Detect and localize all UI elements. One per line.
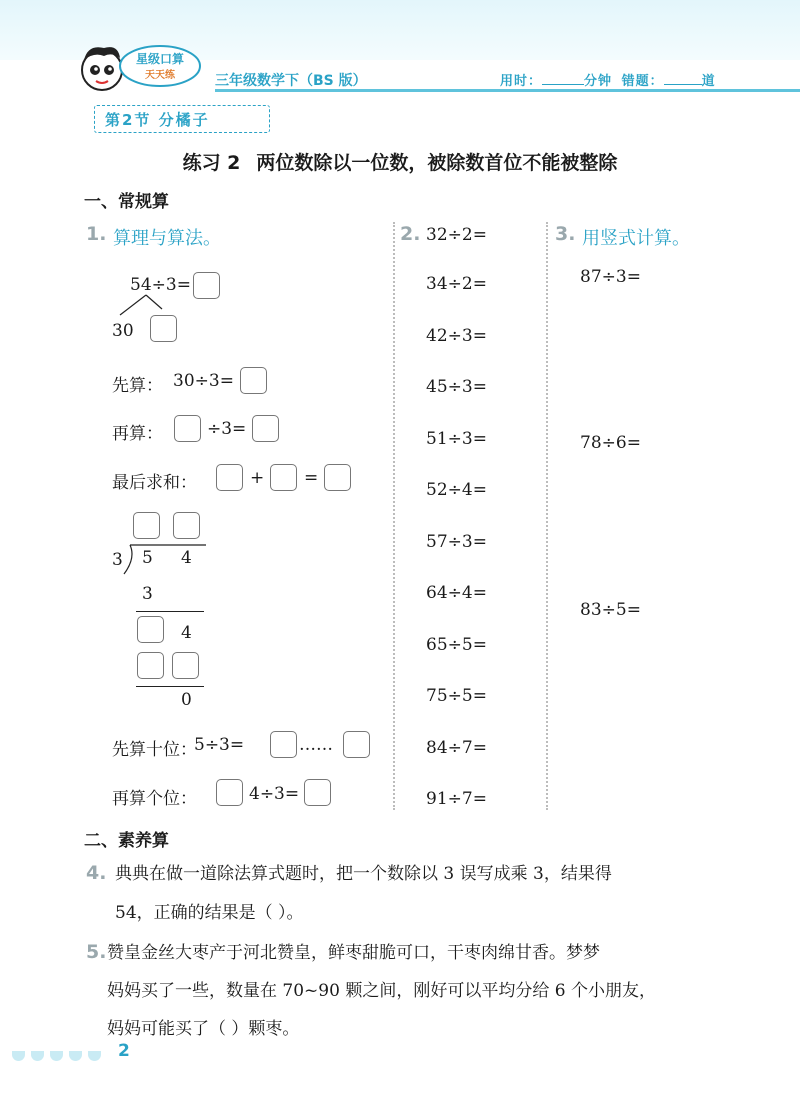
answer-box[interactable] bbox=[137, 616, 164, 643]
step3-label: 最后求和： bbox=[112, 473, 197, 493]
q1-top-expression: 54÷3= bbox=[130, 275, 191, 295]
split-value: 30 bbox=[112, 321, 134, 341]
q2-item: 64÷4= bbox=[426, 583, 487, 603]
errors-blank bbox=[664, 72, 702, 85]
q2-item: 84÷7= bbox=[426, 738, 487, 758]
timer-blank bbox=[542, 72, 584, 85]
q2-item: 91÷7= bbox=[426, 789, 487, 809]
division-line-1 bbox=[136, 611, 204, 612]
errors-unit: 道 bbox=[701, 74, 716, 89]
tens-step-label: 先算十位： bbox=[112, 740, 197, 760]
q2-item: 51÷3= bbox=[426, 429, 487, 449]
q2-item: 32÷2= bbox=[426, 225, 487, 245]
q2-item: 34÷2= bbox=[426, 274, 487, 294]
remainder-dots: …… bbox=[299, 735, 333, 755]
q3-title: 用竖式计算。 bbox=[582, 228, 690, 249]
answer-box[interactable] bbox=[216, 464, 243, 491]
q1-number: 1. bbox=[86, 223, 107, 245]
final-remainder: 0 bbox=[181, 690, 192, 710]
step2-expression: ÷3= bbox=[207, 419, 247, 439]
q3-number: 3. bbox=[555, 223, 576, 245]
step2-label: 再算： bbox=[112, 424, 163, 444]
q4-line1: 典典在做一道除法算式题时，把一个数除以 3 误写成乘 3，结果得 bbox=[115, 864, 612, 884]
lesson-number: 练习 2 bbox=[182, 152, 241, 174]
mascot-logo bbox=[78, 42, 208, 94]
dividend-ones: 4 bbox=[181, 548, 192, 568]
answer-box[interactable] bbox=[193, 272, 220, 299]
answer-box[interactable] bbox=[343, 731, 370, 758]
section-label: 第2节 分橘子 bbox=[105, 111, 210, 129]
split-lines bbox=[110, 293, 170, 317]
q5-line2: 妈妈买了一些，数量在 70~90 颗之间，刚好可以平均分给 6 个小朋友， bbox=[107, 981, 656, 1001]
q5-line3: 妈妈可能买了（ ）颗枣。 bbox=[107, 1019, 300, 1039]
answer-box[interactable] bbox=[174, 415, 201, 442]
plus-sign: + bbox=[250, 468, 265, 488]
answer-box[interactable] bbox=[252, 415, 279, 442]
step1-expression: 30÷3= bbox=[173, 371, 234, 391]
step1-label: 先算： bbox=[112, 376, 163, 396]
quotient-tens-box[interactable] bbox=[133, 512, 160, 539]
q5-line1: 赞皇金丝大枣产于河北赞皇，鲜枣甜脆可口，干枣肉绵甘香。梦梦 bbox=[107, 943, 600, 963]
q2-item: 52÷4= bbox=[426, 480, 487, 500]
lesson-title bbox=[0, 148, 800, 175]
division-bracket bbox=[110, 540, 210, 576]
q2-item: 57÷3= bbox=[426, 532, 487, 552]
q2-number: 2. bbox=[400, 223, 421, 245]
answer-box[interactable] bbox=[150, 315, 177, 342]
subtract-1: 3 bbox=[142, 584, 153, 604]
answer-box[interactable] bbox=[304, 779, 331, 806]
timer-label: 用时： bbox=[500, 74, 543, 89]
part2-heading: 二、素养算 bbox=[84, 831, 169, 851]
lesson-title-text: 两位数除以一位数，被除数首位不能被整除 bbox=[256, 152, 618, 174]
q3-item: 83÷5= bbox=[580, 600, 641, 620]
tens-step-expression: 5÷3= bbox=[194, 735, 245, 755]
answer-box[interactable] bbox=[137, 652, 164, 679]
mascot-title: 星级口算 bbox=[135, 52, 185, 66]
divisor: 3 bbox=[112, 550, 123, 570]
section-label-box bbox=[94, 105, 270, 133]
part1-heading: 一、常规算 bbox=[84, 192, 169, 212]
q2-item: 42÷3= bbox=[426, 326, 487, 346]
ones-step-expression: 4÷3= bbox=[249, 784, 300, 804]
answer-box[interactable] bbox=[270, 731, 297, 758]
timer-unit: 分钟 bbox=[584, 74, 613, 89]
answer-box[interactable] bbox=[324, 464, 351, 491]
division-line-2 bbox=[136, 686, 204, 687]
bring-down-digit: 4 bbox=[181, 623, 192, 643]
dividend-tens: 5 bbox=[142, 548, 153, 568]
q3-item: 87÷3= bbox=[580, 267, 641, 287]
answer-box[interactable] bbox=[270, 464, 297, 491]
q1-title: 算理与算法。 bbox=[113, 228, 221, 249]
equals-sign: = bbox=[304, 468, 319, 488]
errors-label: 错题： bbox=[621, 74, 664, 89]
q3-item: 78÷6= bbox=[580, 433, 641, 453]
answer-box[interactable] bbox=[240, 367, 267, 394]
book-title: 三年级数学下（BS 版） bbox=[215, 73, 367, 89]
page-number: 2 bbox=[118, 1041, 130, 1061]
quotient-ones-box[interactable] bbox=[173, 512, 200, 539]
column-divider-2 bbox=[546, 222, 548, 810]
ones-step-label: 再算个位： bbox=[112, 789, 197, 809]
q5-number: 5. bbox=[86, 941, 107, 963]
answer-box[interactable] bbox=[216, 779, 243, 806]
q2-item: 65÷5= bbox=[426, 635, 487, 655]
q2-item: 45÷3= bbox=[426, 377, 487, 397]
answer-box[interactable] bbox=[172, 652, 199, 679]
timer-area bbox=[500, 70, 716, 89]
q4-number: 4. bbox=[86, 862, 107, 884]
q2-item: 75÷5= bbox=[426, 686, 487, 706]
footer-decoration bbox=[12, 1046, 107, 1065]
q4-line2: 54，正确的结果是（ ）。 bbox=[115, 903, 304, 923]
column-divider-1 bbox=[393, 222, 395, 810]
mascot-subtitle: 天天练 bbox=[145, 70, 175, 81]
